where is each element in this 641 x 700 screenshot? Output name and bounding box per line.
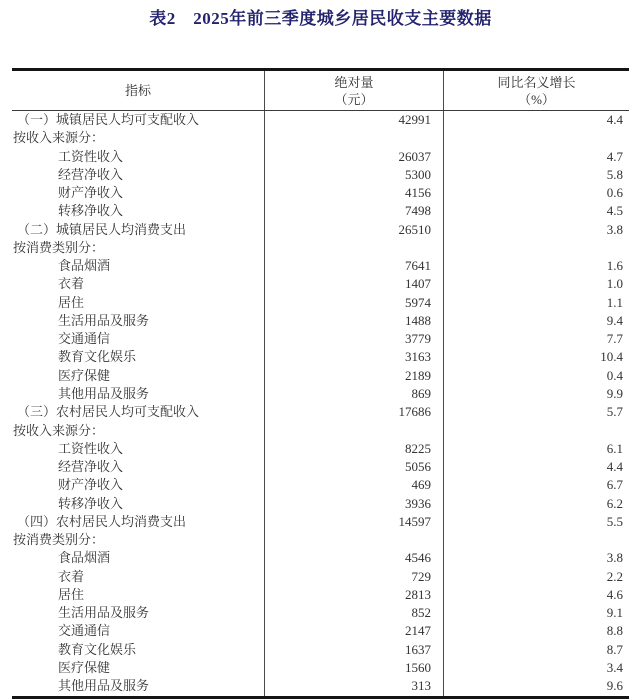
row-label: 教育文化娱乐 bbox=[58, 349, 137, 365]
table-row bbox=[12, 458, 629, 476]
row-value: 1407 bbox=[264, 275, 443, 293]
row-growth bbox=[443, 531, 629, 549]
table-row bbox=[12, 275, 629, 293]
row-label: 按收入来源分： bbox=[13, 130, 105, 146]
table-row bbox=[12, 586, 629, 604]
row-growth: 0.4 bbox=[443, 367, 629, 385]
table-row bbox=[12, 641, 629, 659]
row-label: 交通通信 bbox=[58, 623, 111, 639]
table-body bbox=[12, 111, 629, 696]
table-row bbox=[12, 513, 629, 531]
table-row bbox=[12, 330, 629, 348]
row-value: 14597 bbox=[264, 513, 443, 531]
row-growth: 2.2 bbox=[443, 568, 629, 586]
row-growth: 3.8 bbox=[443, 549, 629, 567]
row-value: 7498 bbox=[264, 202, 443, 220]
header-absolute-label: 绝对量 bbox=[334, 74, 374, 90]
table-row bbox=[12, 166, 629, 184]
row-value: 1637 bbox=[264, 641, 443, 659]
table-row bbox=[12, 239, 629, 257]
row-label: 生活用品及服务 bbox=[58, 312, 150, 328]
row-growth: 7.7 bbox=[443, 330, 629, 348]
table-row bbox=[12, 659, 629, 677]
row-value: 4546 bbox=[264, 549, 443, 567]
row-value: 3936 bbox=[264, 495, 443, 513]
table-row bbox=[12, 622, 629, 640]
row-value: 7641 bbox=[264, 257, 443, 275]
row-value bbox=[264, 129, 443, 147]
row-value: 2189 bbox=[264, 367, 443, 385]
data-table bbox=[12, 68, 629, 699]
table-row bbox=[12, 148, 629, 166]
header-growth-unit: （%） bbox=[518, 91, 555, 107]
row-growth: 1.1 bbox=[443, 294, 629, 312]
table-row bbox=[12, 549, 629, 567]
row-value: 2147 bbox=[264, 622, 443, 640]
table-row bbox=[12, 312, 629, 330]
row-label: 经营净收入 bbox=[58, 166, 124, 182]
row-growth bbox=[443, 239, 629, 257]
page-title: 表2 2025年前三季度城乡居民收支主要数据 bbox=[149, 9, 492, 28]
row-value: 869 bbox=[264, 385, 443, 403]
row-growth: 4.6 bbox=[443, 586, 629, 604]
row-label: 转移净收入 bbox=[58, 203, 124, 219]
row-value: 852 bbox=[264, 604, 443, 622]
row-label: 医疗保健 bbox=[58, 367, 111, 383]
row-growth: 3.8 bbox=[443, 221, 629, 239]
row-value: 5300 bbox=[264, 166, 443, 184]
row-label: 财产净收入 bbox=[58, 185, 124, 201]
row-value: 4156 bbox=[264, 184, 443, 202]
row-growth: 6.2 bbox=[443, 495, 629, 513]
table-row bbox=[12, 129, 629, 147]
row-label: 经营净收入 bbox=[58, 459, 124, 475]
header-absolute-unit: （元） bbox=[334, 91, 374, 107]
table-row bbox=[12, 367, 629, 385]
row-growth: 4.4 bbox=[443, 111, 629, 129]
row-growth: 0.6 bbox=[443, 184, 629, 202]
table-row bbox=[12, 568, 629, 586]
row-value: 17686 bbox=[264, 403, 443, 421]
row-growth: 4.7 bbox=[443, 148, 629, 166]
row-growth: 5.8 bbox=[443, 166, 629, 184]
row-value: 313 bbox=[264, 677, 443, 695]
row-value: 5974 bbox=[264, 294, 443, 312]
table-row bbox=[12, 422, 629, 440]
row-growth: 4.4 bbox=[443, 458, 629, 476]
table-header bbox=[12, 71, 629, 111]
row-growth: 6.1 bbox=[443, 440, 629, 458]
row-growth: 4.5 bbox=[443, 202, 629, 220]
row-label: （三）农村居民人均可支配收入 bbox=[17, 404, 200, 420]
row-label: （四）农村居民人均消费支出 bbox=[17, 513, 187, 529]
row-growth bbox=[443, 129, 629, 147]
row-growth: 1.0 bbox=[443, 275, 629, 293]
row-value: 3163 bbox=[264, 348, 443, 366]
header-cell-growth bbox=[443, 71, 629, 110]
row-growth: 9.6 bbox=[443, 677, 629, 695]
table-row bbox=[12, 184, 629, 202]
table-row bbox=[12, 677, 629, 695]
row-label: （一）城镇居民人均可支配收入 bbox=[17, 112, 200, 127]
row-value: 26037 bbox=[264, 148, 443, 166]
row-value: 469 bbox=[264, 476, 443, 494]
row-label: 居住 bbox=[58, 586, 85, 602]
row-label: 工资性收入 bbox=[58, 440, 124, 456]
table-row bbox=[12, 257, 629, 275]
row-value: 8225 bbox=[264, 440, 443, 458]
table-row bbox=[12, 495, 629, 513]
row-value bbox=[264, 239, 443, 257]
table-row bbox=[12, 294, 629, 312]
row-value: 26510 bbox=[264, 221, 443, 239]
row-value: 42991 bbox=[264, 111, 443, 129]
row-value: 1488 bbox=[264, 312, 443, 330]
row-value: 3779 bbox=[264, 330, 443, 348]
table-row bbox=[12, 348, 629, 366]
row-growth: 5.7 bbox=[443, 403, 629, 421]
row-growth: 5.5 bbox=[443, 513, 629, 531]
row-growth: 6.7 bbox=[443, 476, 629, 494]
row-label: 衣着 bbox=[58, 568, 85, 584]
row-label: 食品烟酒 bbox=[58, 258, 111, 274]
header-growth-label: 同比名义增长 bbox=[497, 74, 576, 90]
row-growth: 9.9 bbox=[443, 385, 629, 403]
header-cell-indicator bbox=[12, 71, 264, 110]
row-growth bbox=[443, 422, 629, 440]
row-value: 5056 bbox=[264, 458, 443, 476]
row-growth: 9.4 bbox=[443, 312, 629, 330]
row-label: 医疗保健 bbox=[58, 659, 111, 675]
row-label: 财产净收入 bbox=[58, 477, 124, 493]
row-label: 教育文化娱乐 bbox=[58, 641, 137, 657]
table-row bbox=[12, 531, 629, 549]
table-row bbox=[12, 604, 629, 622]
row-growth: 8.7 bbox=[443, 641, 629, 659]
row-label: 其他用品及服务 bbox=[58, 678, 150, 694]
table-row bbox=[12, 202, 629, 220]
row-value: 1560 bbox=[264, 659, 443, 677]
row-label: 按收入来源分： bbox=[13, 422, 105, 438]
row-label: （二）城镇居民人均消费支出 bbox=[17, 221, 187, 237]
table-row bbox=[12, 221, 629, 239]
row-value: 729 bbox=[264, 568, 443, 586]
table-row bbox=[12, 385, 629, 403]
row-label: 食品烟酒 bbox=[58, 550, 111, 566]
row-growth: 8.8 bbox=[443, 622, 629, 640]
row-label: 转移净收入 bbox=[58, 495, 124, 511]
row-label: 交通通信 bbox=[58, 331, 111, 347]
row-growth: 1.6 bbox=[443, 257, 629, 275]
row-label: 居住 bbox=[58, 294, 85, 310]
row-label: 按消费类别分： bbox=[13, 532, 105, 548]
row-growth: 9.1 bbox=[443, 604, 629, 622]
row-value bbox=[264, 422, 443, 440]
table-row bbox=[12, 440, 629, 458]
table-row bbox=[12, 111, 629, 129]
row-label: 生活用品及服务 bbox=[58, 605, 150, 621]
row-label: 工资性收入 bbox=[58, 148, 124, 164]
row-value: 2813 bbox=[264, 586, 443, 604]
header-cell-absolute bbox=[264, 71, 443, 110]
row-value bbox=[264, 531, 443, 549]
page bbox=[0, 7, 641, 700]
row-label: 其他用品及服务 bbox=[58, 385, 150, 401]
header-indicator-label: 指标 bbox=[124, 83, 151, 98]
row-label: 按消费类别分： bbox=[13, 239, 105, 255]
row-growth: 10.4 bbox=[443, 348, 629, 366]
table-row bbox=[12, 403, 629, 421]
row-growth: 3.4 bbox=[443, 659, 629, 677]
row-label: 衣着 bbox=[58, 276, 85, 292]
table-row bbox=[12, 476, 629, 494]
